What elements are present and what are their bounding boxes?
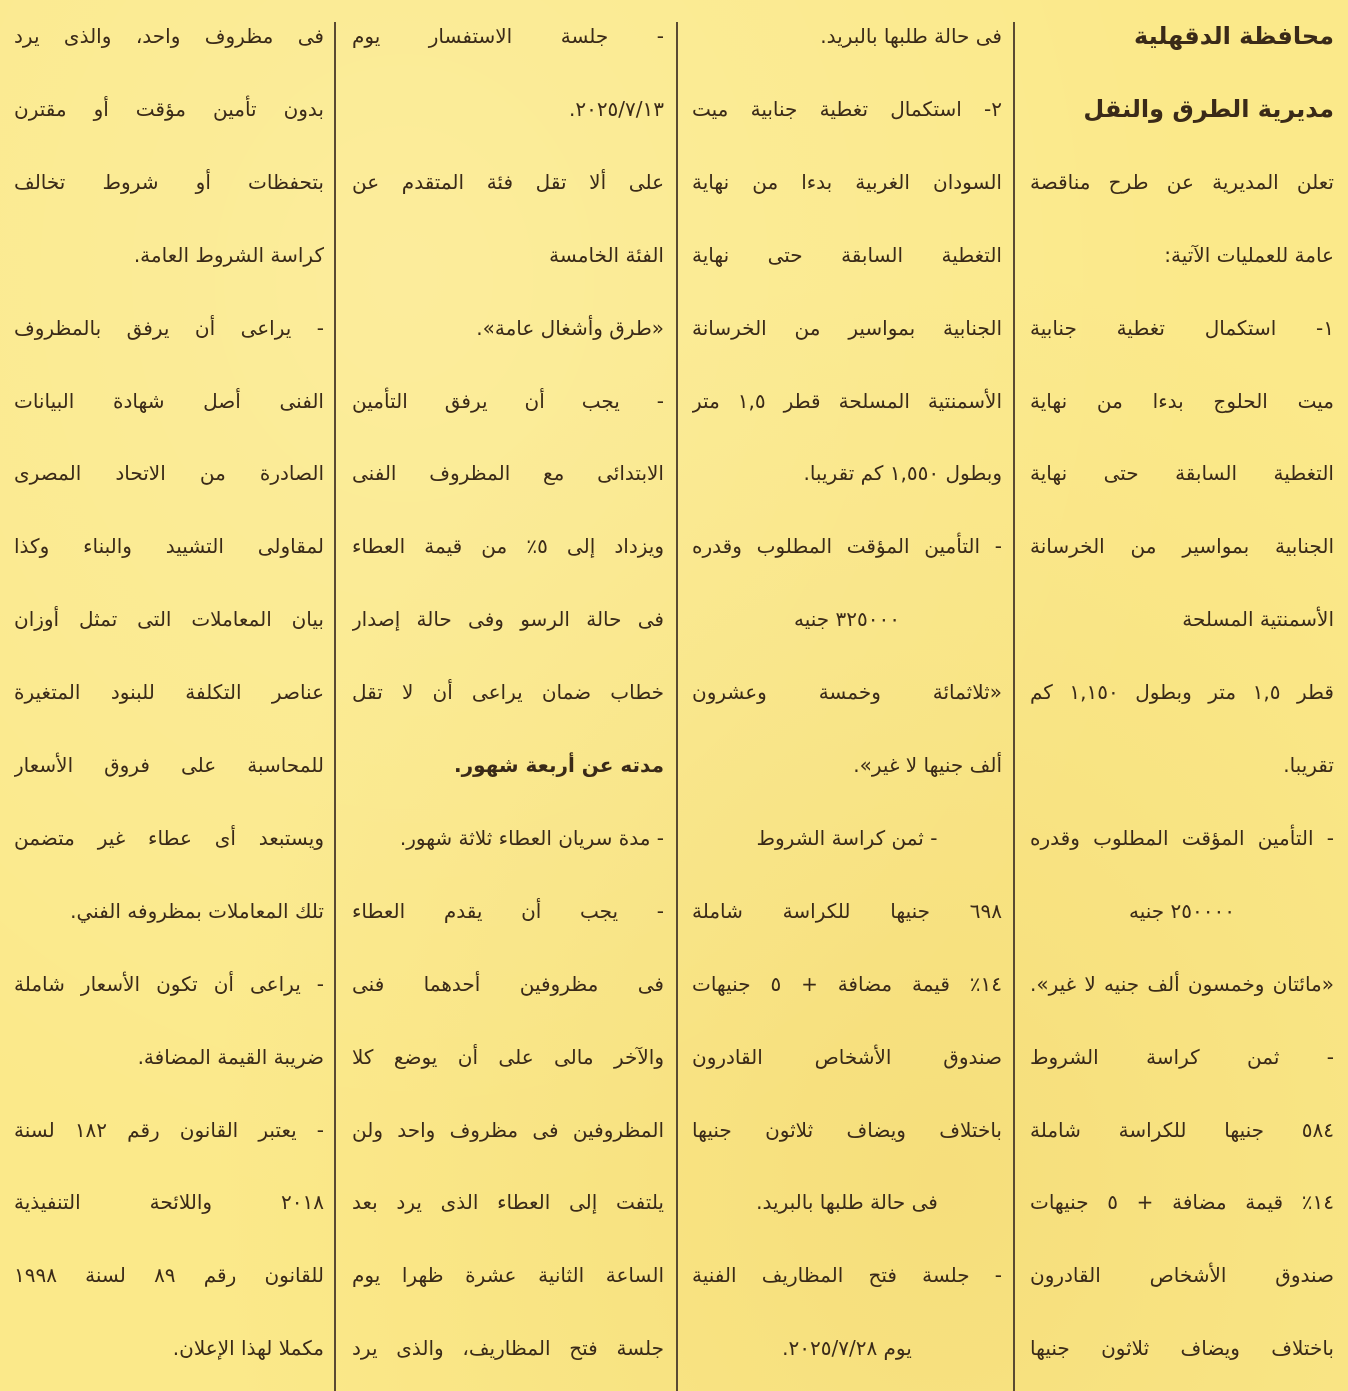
text-line: ٢٠١٨ واللائحة التنفيذية [14, 1190, 324, 1215]
text-line: يوم ٢٠٢٥/٧/٢٨. [782, 1336, 912, 1361]
text-line: ٣٢٥٠٠٠ جنيه [794, 607, 900, 632]
text-line: تعلن المديرية عن طرح مناقصة [1030, 169, 1334, 194]
text-line: تقريبا. [1283, 753, 1334, 777]
text-line: - يراعى أن تكون الأسعار شاملة [14, 971, 324, 996]
column-divider [334, 22, 336, 1391]
text-line: ميت الحلوج بدءا من نهاية [1030, 388, 1334, 413]
text-line: ألف جنيها لا غير». [853, 753, 1002, 777]
text-line: التغطية السابقة حتى نهاية [692, 242, 1002, 267]
text-line: - جلسة الاستفسار يوم [352, 24, 664, 48]
text-line: السودان الغربية بدءا من نهاية [692, 169, 1002, 194]
text-line: بيان المعاملات التى تمثل أوزان [14, 607, 324, 632]
text-line: ويزداد إلى ٥٪ من قيمة العطاء [352, 534, 664, 559]
text-line: ضريبة القيمة المضافة. [137, 1044, 324, 1069]
text-line: - جلسة فتح المظاريف الفنية [692, 1263, 1002, 1288]
text-line: على ألا تقل فئة المتقدم عن [352, 169, 664, 194]
text-line: - ثمن كراسة الشروط [756, 825, 938, 850]
text-line: بدون تأمين مؤقت أو مقترن [14, 96, 324, 121]
text-line: للمحاسبة على فروق الأسعار [14, 753, 324, 777]
column-4 [0, 0, 338, 1391]
text-line: - يراعى أن يرفق بالمظروف [14, 315, 324, 340]
text-line: التغطية السابقة حتى نهاية [1030, 461, 1334, 486]
text-line: - ثمن كراسة الشروط [1030, 1044, 1334, 1069]
text-line: تلك المعاملات بمظروفه الفني. [70, 898, 324, 923]
text-line: عامة للعمليات الآتية: [1164, 242, 1334, 267]
text-line: الصادرة من الاتحاد المصرى [14, 461, 324, 486]
text-line: فى حالة طلبها بالبريد. [820, 24, 1002, 48]
text-line: الفنى أصل شهادة البيانات [14, 388, 324, 413]
column-divider [1013, 22, 1015, 1391]
text-line: فى مظروف واحد، والذى يرد [14, 24, 324, 48]
text-line: للقانون رقم ٨٩ لسنة ١٩٩٨ [14, 1263, 324, 1288]
text-line: لمقاولى التشييد والبناء وكذا [14, 534, 324, 559]
text-line: ٥٨٤ جنيها للكراسة شاملة [1030, 1117, 1334, 1142]
text-line: ١٤٪ قيمة مضافة + ٥ جنيهات [1030, 1190, 1334, 1215]
text-line: - التأمين المؤقت المطلوب وقدره [692, 534, 1002, 559]
text-line: ٢٥٠٠٠٠ جنيه [1129, 898, 1235, 923]
text-line: «ثلاثمائة وخمسة وعشرون [692, 680, 1002, 705]
text-line: كراسة الشروط العامة. [133, 242, 324, 267]
text-line: الجنابية بمواسير من الخرسانة [1030, 534, 1334, 559]
text-line: جلسة فتح المظاريف، والذى يرد [352, 1336, 664, 1361]
text-line: ٦٩٨ جنيها للكراسة شاملة [692, 898, 1002, 923]
text-line: - يجب أن يقدم العطاء [352, 898, 664, 923]
text-line: وبطول ١,٥٥٠ كم تقريبا. [803, 461, 1002, 486]
text-line: الفئة الخامسة [549, 242, 664, 267]
text-line: مديرية الطرق والنقل [1083, 94, 1334, 123]
text-line: صندوق الأشخاص القادرون [692, 1044, 1002, 1069]
text-line: الجنابية بمواسير من الخرسانة [692, 315, 1002, 340]
text-line: باختلاف ويضاف ثلاثون جنيها [1030, 1336, 1334, 1361]
text-line: خطاب ضمان يراعى أن لا تقل [352, 680, 664, 705]
text-line: المظروفين فى مظروف واحد ولن [352, 1117, 664, 1142]
text-line: محافظة الدقهلية [1134, 22, 1334, 50]
text-line: مكملا لهذا الإعلان. [172, 1336, 324, 1361]
text-line: «مائتان وخمسون ألف جنيه لا غير». [1030, 971, 1334, 996]
text-line: مدته عن أربعة شهور. [454, 753, 664, 777]
column-1 [1016, 0, 1348, 1391]
text-line: ويستبعد أى عطاء غير متضمن [14, 825, 324, 850]
text-line: - مدة سريان العطاء ثلاثة شهور. [399, 825, 664, 850]
text-line: فى حالة طلبها بالبريد. [756, 1190, 938, 1215]
text-line: يلتفت إلى العطاء الذى يرد بعد [352, 1190, 664, 1215]
column-3 [338, 0, 678, 1391]
text-line: - التأمين المؤقت المطلوب وقدره [1030, 825, 1334, 850]
text-line: - يجب أن يرفق التأمين [352, 388, 664, 413]
text-line: والآخر مالى على أن يوضع كلا [352, 1044, 664, 1069]
text-line: - يعتبر القانون رقم ١٨٢ لسنة [14, 1117, 324, 1142]
column-2 [678, 0, 1016, 1391]
text-line: قطر ١,٥ متر وبطول ١,١٥٠ كم [1030, 680, 1334, 705]
text-line: «طرق وأشغال عامة». [476, 315, 664, 340]
text-line: فى حالة الرسو وفى حالة إصدار [352, 607, 664, 632]
text-line: باختلاف ويضاف ثلاثون جنيها [692, 1117, 1002, 1142]
text-line: عناصر التكلفة للبنود المتغيرة [14, 680, 324, 705]
text-line: الأسمنتية المسلحة [1182, 607, 1334, 632]
text-line: فى مظروفين أحدهما فنى [352, 971, 664, 996]
text-line: ١- استكمال تغطية جنابية [1030, 315, 1334, 340]
text-line: ٢- استكمال تغطية جنابية ميت [692, 96, 1002, 121]
text-line: صندوق الأشخاص القادرون [1030, 1263, 1334, 1288]
text-line: الساعة الثانية عشرة ظهرا يوم [352, 1263, 664, 1288]
column-divider [676, 22, 678, 1391]
text-line: الأسمنتية المسلحة قطر ١,٥ متر [692, 388, 1002, 413]
text-line: الابتدائى مع المظروف الفنى [352, 461, 664, 486]
text-line: ١٤٪ قيمة مضافة + ٥ جنيهات [692, 971, 1002, 996]
text-line: بتحفظات أو شروط تخالف [14, 169, 324, 194]
text-line: ٢٠٢٥/٧/١٣. [568, 96, 664, 121]
